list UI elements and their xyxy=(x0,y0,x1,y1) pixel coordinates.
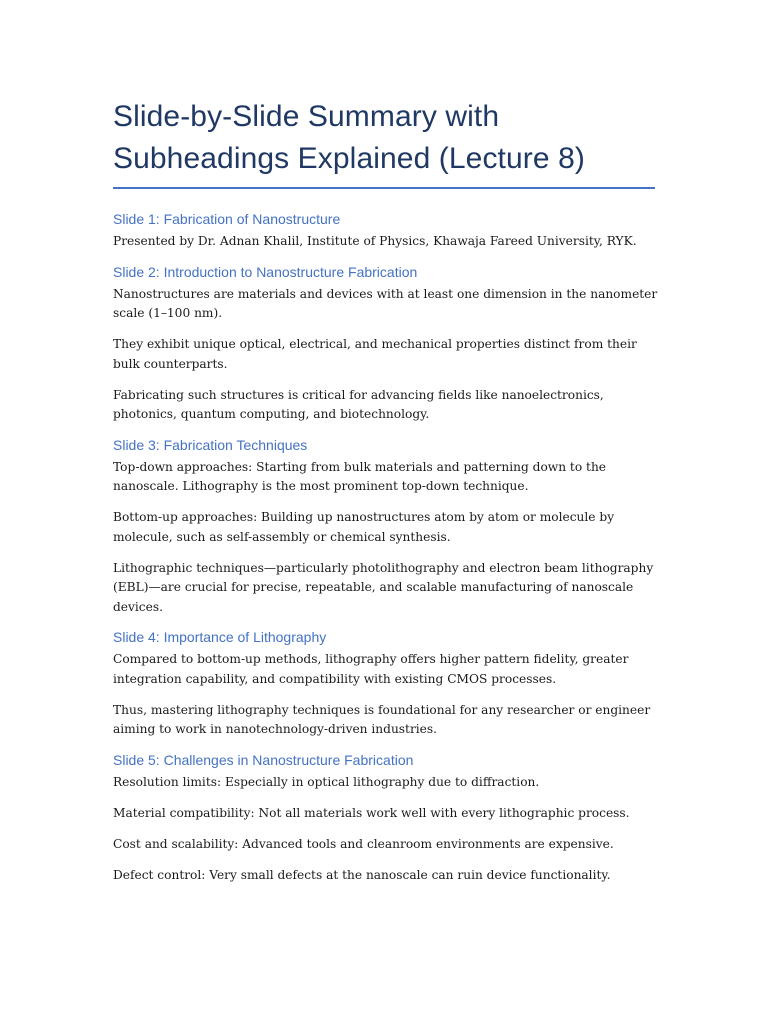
paragraph: Bottom-up approaches: Building up nanostructures atom by atom or molecule by molecule, such as self-assembly or chemical synthesis. xyxy=(113,510,615,544)
section-slide-5 xyxy=(113,750,655,886)
section-slide-2 xyxy=(113,262,658,425)
paragraph: Fabricating such structures is critical for advancing fields like nanoelectronics, photonics, quantum computing, and biotechnology. xyxy=(113,387,604,421)
paragraph: Cost and scalability: Advanced tools and cleanroom environments are expensive. xyxy=(113,836,614,851)
section-slide-4 xyxy=(113,627,655,740)
paragraph: Compared to bottom-up methods, lithography offers higher pattern fidelity, greater integration capability, and compatibility with existing CMOS processes. xyxy=(113,652,629,686)
paragraph: Presented by Dr. Adnan Khalil, Institute of Physics, Khawaja Fareed University, RYK. xyxy=(113,234,637,248)
paragraph: Defect control: Very small defects at the nanoscale can ruin device functionality. xyxy=(113,867,611,882)
paragraph: Top-down approaches: Starting from bulk materials and patterning down to the nanoscale. Lithography is the most prominent top-down technique. xyxy=(113,459,607,493)
paragraph: Nanostructures are materials and devices with at least one dimension in the nanometer scale (1–100 nm). xyxy=(113,286,658,320)
section-slide-3 xyxy=(113,435,655,618)
document-title-line-2: Subheadings Explained (Lecture 8) xyxy=(113,142,585,175)
sections-container xyxy=(113,209,658,885)
section-slide-1 xyxy=(113,209,655,252)
paragraph: Material compatibility: Not all materials work well with every lithographic process. xyxy=(113,805,630,820)
title-underline-rule xyxy=(113,187,655,189)
section-heading: Slide 3: Fabrication Techniques xyxy=(113,436,308,453)
section-heading: Slide 1: Fabrication of Nanostructure xyxy=(113,211,341,227)
document-title-line-1: Slide-by-Slide Summary with xyxy=(113,100,500,133)
paragraph: Thus, mastering lithography techniques is foundational for any researcher or engineer aiming to work in nanotechnology-driven industries. xyxy=(113,702,651,736)
section-heading: Slide 2: Introduction to Nanostructure Fabrication xyxy=(113,263,418,280)
paragraph: Lithographic techniques—particularly photolithography and electron beam lithography (EBL)—are crucial for precise, repeatable, and scalable manufacturing of nanoscale devices. xyxy=(113,560,654,614)
paragraph: They exhibit unique optical, electrical, and mechanical properties distinct from their bulk counterparts. xyxy=(113,337,637,371)
document-title xyxy=(113,96,655,180)
section-heading: Slide 5: Challenges in Nanostructure Fabrication xyxy=(113,751,414,768)
paragraph: Resolution limits: Especially in optical lithography due to diffraction. xyxy=(113,774,540,789)
section-heading: Slide 4: Importance of Lithography xyxy=(113,629,327,645)
